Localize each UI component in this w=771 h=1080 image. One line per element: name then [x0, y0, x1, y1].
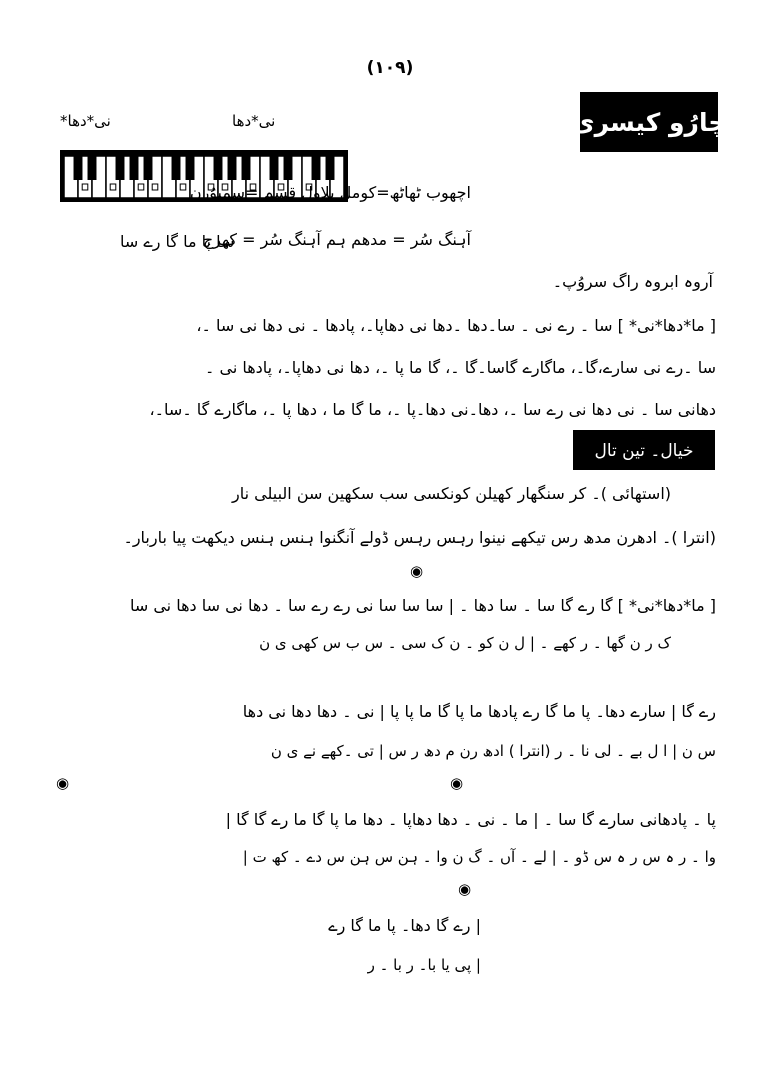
pakad-line: سا پا ما گا رے سا	[120, 232, 235, 251]
black-key	[144, 156, 153, 180]
black-key	[214, 156, 223, 180]
black-key	[284, 156, 293, 180]
raag-title: چارُو کیسری	[580, 92, 718, 152]
key-marker	[82, 184, 88, 190]
sam-mark: ◉	[410, 562, 424, 580]
black-key	[130, 156, 139, 180]
composition-bol-4: | پی یا با۔ ر با ۔ ر	[367, 956, 481, 974]
sam-mark: ◉	[450, 774, 464, 792]
key-marker	[152, 184, 158, 190]
khayal-label: خیال۔ تین تال	[573, 430, 715, 470]
key-marker	[138, 184, 144, 190]
black-key	[228, 156, 237, 180]
vivadi-note-right: نی*دھا	[232, 112, 276, 130]
key-marker	[110, 184, 116, 190]
black-key	[326, 156, 335, 180]
composition-bol-2: س ن | ا ل بے ۔ لی نا ۔ ر (انترا ) ادھ رن م دھ ر س | تی ۔کھے نے ی ن	[270, 742, 716, 760]
black-key	[186, 156, 195, 180]
vivadi-note-left: نی*دھا*	[60, 112, 111, 130]
black-key	[312, 156, 321, 180]
sam-mark: ◉	[56, 774, 70, 792]
black-key	[242, 156, 251, 180]
page-number: (١٠٩)	[366, 58, 414, 78]
black-key	[172, 156, 181, 180]
sam-mark: ◉	[458, 880, 472, 898]
black-key	[116, 156, 125, 180]
composition-swar-2: رے گا | سارے دھا۔ پا ما گا رے پادھا ما پا گا ما پا پا | نی ۔ دھا دھا نی دھا	[242, 702, 716, 721]
thaat-line: اچھوب ٹھاٹھ=کومل بلاول قسم =سمپوُرن	[189, 183, 471, 202]
black-key	[88, 156, 97, 180]
alaap-line-1: [ ما*دھا*نی* ] سا ۔ رے نی ۔ سا۔دھا ۔دھا نی دھاپا۔، پادھا ۔ نی دھا نی سا ۔،	[196, 316, 716, 335]
alaap-line-2: سا ۔رے نی سارے،گا۔، ماگارے گاسا۔گا ۔، گا ما پا ۔، دھا نی دھاپا۔، پادھا نی ۔	[205, 358, 716, 377]
ahang-line: آہنگ سُر = مدھم ہم آہنگ سُر = کھرج	[202, 230, 471, 249]
antra-line: (انترا )۔ ادھرن مدھ رس تیکھے نینوا رہس رہس ڈولے آنگنوا ہنس ہنس دیکھت پیا باربار۔	[123, 528, 716, 547]
composition-bol-1: ک ر ن گھا ۔ ر کھے ۔ | ل ن کو ۔ ن ک سی ۔ س ب س کھی ی ن	[259, 634, 671, 652]
black-key	[270, 156, 279, 180]
raag-roop-line: آروہ ابروہ راگ سروُپ۔	[552, 272, 713, 291]
key-marker	[180, 184, 186, 190]
sthai-line: (استھائی )۔ کر سنگھار کھیلن کونکسی سب سکھین سن البیلی نار	[232, 484, 671, 503]
composition-swar-3: پا ۔ پادھانی سارے گا سا ۔ | ما ۔ نی ۔ دھا دھاپا ۔ دھا ما پا گا ما رے گا گا |	[225, 810, 716, 829]
composition-bol-3: وا ۔ ر ہ س ر ہ س ڈو ۔ | لے ۔ آں ۔ گ ن وا ۔ ہن س ہن س دے ۔ کھ ت |	[242, 848, 716, 866]
composition-swar-4: | رے گا دھا۔ پا ما گا رے	[328, 916, 481, 935]
alaap-line-3: دھانی سا ۔ نی دھا نی رے سا ۔، دھا۔نی دھا۔پا ۔، ما گا ما ، دھا پا ۔، ماگارے گا ۔سا۔،	[149, 400, 716, 419]
black-key	[74, 156, 83, 180]
composition-swar-1: [ ما*دھا*نی* ] گا رے گا سا ۔ سا دھا ۔ | سا سا سا نی رے رے سا ۔ دھا نی سا دھا نی سا	[129, 596, 716, 615]
